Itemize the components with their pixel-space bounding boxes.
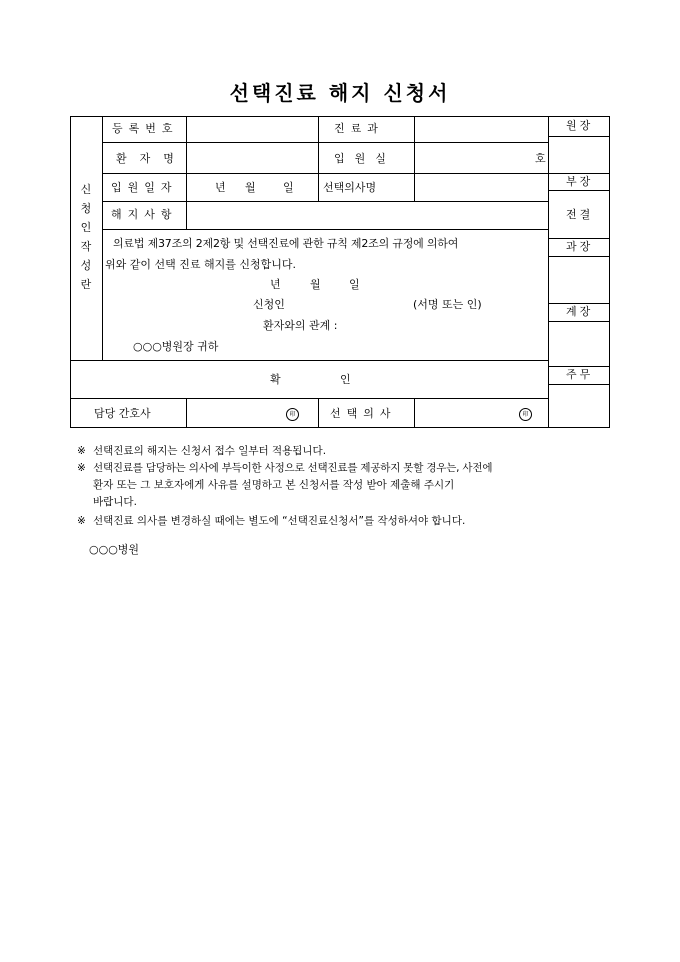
note-line: 선택진료의 해지는 신청서 접수 일부터 적용됩니다.: [93, 445, 327, 457]
date-day: 일: [349, 278, 360, 291]
document-title: 선택진료 해지 신청서: [229, 81, 451, 105]
approval-section-chief: 과장: [566, 240, 594, 253]
reg-no-label: 등록번호: [112, 122, 179, 135]
approval-line-1: [548, 136, 610, 137]
side-char: 란: [80, 278, 92, 291]
approval-line-5: [548, 256, 610, 257]
patient-name-field[interactable]: [188, 145, 316, 171]
selected-doctor-label: 선택의사: [330, 407, 397, 420]
ward-label: 입원실: [334, 152, 396, 165]
admit-year: 년: [215, 181, 226, 194]
note-line: 바랍니다.: [93, 496, 137, 508]
admit-date-label: 입원일자: [111, 181, 178, 194]
row-line-4: [102, 229, 548, 230]
applicant-label: 신청인: [253, 298, 285, 311]
col-line-6: [414, 398, 415, 428]
side-char: 작: [80, 240, 92, 253]
note-line: 선택진료를 담당하는 의사에 부득이한 사정으로 선택진료를 제공하지 못할 경우는, 사전에: [93, 462, 493, 474]
footer-hospital: ○○○병원: [89, 543, 140, 556]
approval-line-6: [548, 303, 610, 304]
approval-line-7: [548, 321, 610, 322]
col-line-5: [318, 398, 319, 428]
approval-decision: 전결: [566, 208, 594, 221]
side-char: 성: [80, 259, 92, 272]
approval-line-4: [548, 238, 610, 239]
table-border-bottom: [70, 427, 548, 428]
doctor-label: 선택의사명: [323, 181, 377, 194]
table-border-top: [70, 116, 548, 117]
approval-line-2: [548, 173, 610, 174]
table-border-right: [548, 116, 549, 428]
note-mark: ※: [77, 445, 86, 457]
admit-day: 일: [283, 181, 294, 194]
nurse-label: 담당 간호사: [94, 407, 151, 420]
approval-officer: 주무: [566, 368, 594, 381]
note-mark: ※: [77, 462, 86, 474]
col-line-1: [186, 116, 187, 230]
dept-label: 진료과: [334, 122, 384, 135]
row-line-2: [102, 173, 548, 174]
row-line-1: [102, 142, 548, 143]
approval-border-right: [609, 116, 610, 428]
approval-director: 원장: [566, 119, 594, 132]
reg-no-field[interactable]: [188, 118, 316, 140]
approval-border-top: [548, 116, 610, 117]
addressee: ○○○병원장 귀하: [133, 340, 219, 353]
signature-note: (서명 또는 인): [413, 298, 482, 311]
date-month: 월: [310, 278, 321, 291]
approval-line-3: [548, 190, 610, 191]
col-line-side: [102, 116, 103, 361]
dept-field[interactable]: [416, 118, 546, 140]
col-line-2: [318, 116, 319, 202]
approval-border-bottom: [548, 427, 610, 428]
doctor-seal-icon: 印: [519, 408, 532, 421]
confirm-label-2: 인: [340, 373, 351, 386]
ward-suffix: 호: [535, 152, 546, 165]
side-label: [79, 180, 93, 294]
col-line-3: [414, 116, 415, 202]
side-char: 인: [80, 221, 92, 234]
table-border-left: [70, 116, 71, 428]
patient-name-label: 환자명: [116, 152, 187, 165]
date-year: 년: [270, 278, 281, 291]
approval-head: 부장: [566, 175, 594, 188]
approval-line-9: [548, 384, 610, 385]
approval-line-8: [548, 366, 610, 367]
body-line-1: 의료법 제37조의 2제2항 및 선택진료에 관한 규칙 제2조의 규정에 의하여: [113, 237, 459, 250]
nurse-seal-icon: 印: [286, 408, 299, 421]
row-line-6: [70, 398, 548, 399]
note-mark: ※: [77, 515, 86, 527]
confirm-label-1: 확: [270, 373, 281, 386]
side-char: 신: [80, 183, 92, 196]
side-char: 청: [80, 202, 92, 215]
row-line-3: [102, 201, 548, 202]
doctor-field[interactable]: [416, 176, 546, 198]
body-line-2: 위와 같이 선택 진료 해지를 신청합니다.: [105, 258, 296, 271]
admit-month: 월: [245, 181, 256, 194]
reason-label: 해지사항: [111, 208, 178, 221]
note-line: 선택진료 의사를 변경하실 때에는 별도에 “선택진료신청서”를 작성하셔야 합니다.: [93, 515, 466, 527]
reason-field[interactable]: [188, 204, 546, 226]
note-line: 환자 또는 그 보호자에게 사유를 설명하고 본 신청서를 작성 받아 제출해 주시기: [93, 479, 455, 491]
approval-team-leader: 계장: [566, 305, 594, 318]
relation-label: 환자와의 관계 :: [263, 319, 338, 332]
row-line-5: [70, 360, 548, 361]
col-line-4: [186, 398, 187, 428]
